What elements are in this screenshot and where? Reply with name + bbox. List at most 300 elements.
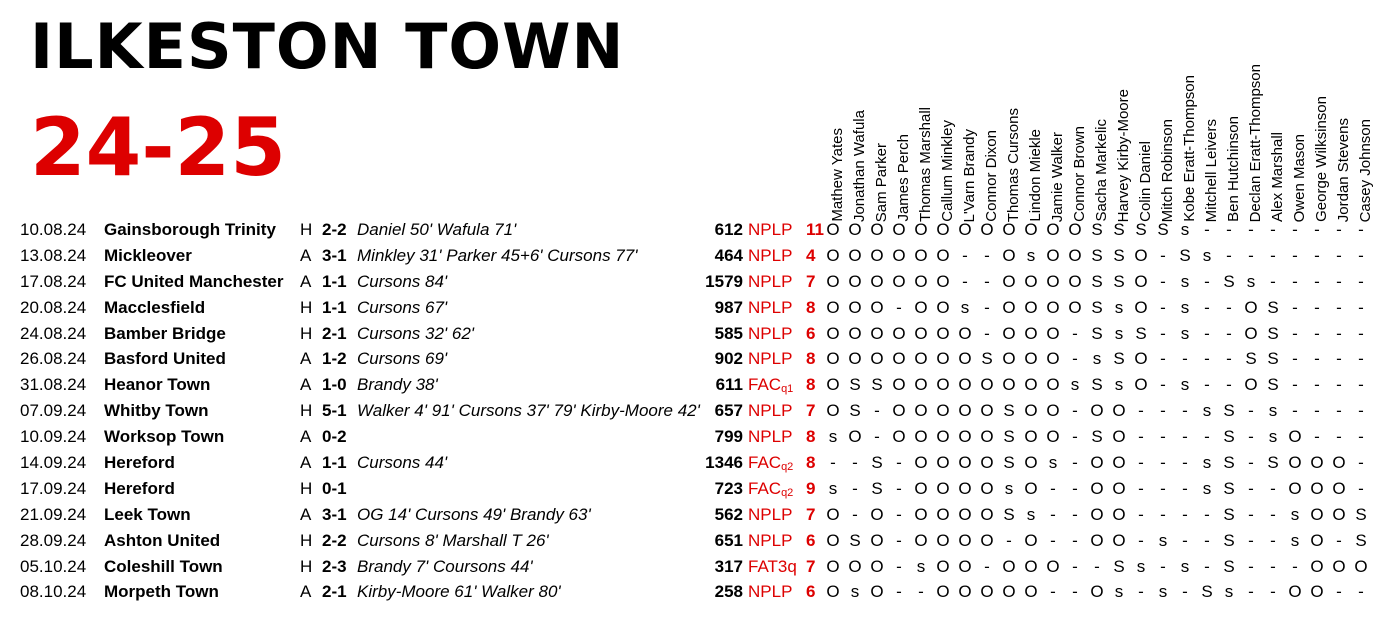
appearance-cell: O (914, 427, 928, 447)
appearance-cell: s (1026, 245, 1036, 265)
appearance-cell: - (1292, 349, 1298, 369)
appearance-cell: O (1134, 375, 1148, 395)
appearance-cell: S (1113, 220, 1125, 239)
appearance-cell: O (914, 401, 928, 421)
appearance-cell: O (936, 504, 950, 524)
club-title: ILKESTON TOWN (30, 10, 625, 83)
player-name: Connor Brown (1071, 126, 1088, 222)
appearance-cell: O (1024, 478, 1038, 498)
goal-scorers: Brandy 7' Coursons 44' (357, 556, 533, 576)
appearance-cell: s (1202, 453, 1212, 473)
appearance-cell: - (1204, 375, 1210, 395)
appearance-cell: O (980, 530, 994, 550)
appearance-cell: O (980, 427, 994, 447)
appearance-cell: - (1270, 582, 1276, 602)
appearance-cell: O (936, 245, 950, 265)
appearance-cell: - (1314, 427, 1320, 447)
appearance-cell: - (896, 504, 902, 524)
competition (748, 476, 793, 502)
appearance-cell: - (1336, 323, 1342, 343)
player-name: Declan Eratt-Thompson (1247, 63, 1264, 222)
league-position: 8 (806, 349, 816, 369)
appearance-cell: s (1114, 582, 1124, 602)
appearance-cell: s (1180, 297, 1190, 317)
match-score: 5-1 (322, 401, 347, 421)
opponent-name: Mickleover (104, 245, 192, 265)
match-date: 28.09.24 (20, 530, 87, 550)
player-name: James Perch (895, 134, 912, 222)
appearance-cell: S (1091, 220, 1103, 239)
appearance-cell: O (914, 478, 928, 498)
appearance-cell: - (1204, 271, 1210, 291)
opponent-name: Whitby Town (104, 401, 209, 421)
appearance-cell: - (1292, 245, 1298, 265)
appearance-cell: O (936, 323, 950, 343)
appearance-cell: - (1072, 556, 1078, 576)
appearance-cell: O (1024, 401, 1038, 421)
match-row (0, 346, 1397, 372)
appearance-cell: O (1046, 323, 1060, 343)
league-position: 7 (806, 401, 816, 421)
appearance-cell: O (1068, 271, 1082, 291)
appearance-cell: - (1226, 297, 1232, 317)
appearance-cell: - (1160, 504, 1166, 524)
match-row (0, 424, 1397, 450)
venue: A (300, 375, 312, 395)
appearance-cell: S (1091, 297, 1103, 317)
goal-scorers: Daniel 50' Wafula 71' (357, 220, 517, 239)
appearance-cell: S (1355, 504, 1367, 524)
appearance-cell: - (1138, 582, 1144, 602)
appearance-cell: O (936, 401, 950, 421)
season-label: 24-25 (30, 101, 286, 194)
appearance-cell: S (1135, 323, 1147, 343)
match-score: 1-1 (322, 271, 347, 291)
appearance-cell: - (1336, 582, 1342, 602)
appearance-cell: - (1270, 556, 1276, 576)
appearance-cell: O (1134, 349, 1148, 369)
player-name-header (1024, 22, 1046, 222)
appearance-cell: O (914, 245, 928, 265)
appearance-cell: S (1267, 297, 1279, 317)
opponent-name: FC United Manchester (104, 271, 284, 291)
appearance-cell: - (1336, 271, 1342, 291)
appearance-cell: - (1072, 427, 1078, 447)
match-row (0, 269, 1397, 295)
match-row (0, 217, 1397, 243)
player-name: Kobe Eratt-Thompson (1181, 75, 1198, 222)
appearance-cell: O (848, 349, 862, 369)
opponent-name: Leek Town (104, 504, 191, 524)
player-name: Jamie Walker (1049, 131, 1066, 222)
appearance-cell: - (1160, 323, 1166, 343)
appearance-cell: O (1134, 297, 1148, 317)
appearance-cell: O (936, 582, 950, 602)
appearance-cell: O (1288, 582, 1302, 602)
appearance-cell: O (870, 530, 884, 550)
appearance-cell: - (1248, 220, 1254, 239)
appearance-cell: s (850, 582, 860, 602)
appearance-cell: s (1246, 271, 1256, 291)
appearance-cell: O (826, 220, 840, 239)
appearance-cell: - (1182, 504, 1188, 524)
match-score: 1-2 (322, 349, 347, 369)
appearance-cell: - (896, 478, 902, 498)
appearance-cell: O (914, 349, 928, 369)
appearance-cell: O (936, 478, 950, 498)
appearance-cell: O (1288, 453, 1302, 473)
appearance-cell: s (1158, 530, 1168, 550)
competition (748, 217, 792, 243)
appearance-cell: - (984, 297, 990, 317)
appearance-cell: O (914, 375, 928, 395)
appearance-cell: - (1072, 453, 1078, 473)
league-position: 7 (806, 504, 816, 524)
venue: H (300, 530, 313, 550)
competition-code: FAT3q (748, 556, 797, 576)
appearance-cell: - (1226, 245, 1232, 265)
appearance-cell: O (1046, 245, 1060, 265)
match-table (0, 217, 1397, 605)
appearance-cell: s (1180, 556, 1190, 576)
match-score: 3-1 (322, 504, 347, 524)
appearance-cell: - (1182, 530, 1188, 550)
appearance-cell: O (1002, 271, 1016, 291)
appearance-cell: s (1180, 220, 1190, 239)
player-name-header (848, 22, 870, 222)
appearance-cell: O (980, 220, 994, 239)
appearance-cell: s (1114, 375, 1124, 395)
match-score: 2-2 (322, 530, 347, 550)
attendance: 1346 (705, 453, 743, 473)
player-name: Casey Johnson (1357, 118, 1374, 222)
goal-scorers: Brandy 38' (357, 375, 438, 395)
player-name: Callum Minkley (939, 120, 956, 222)
competition-code: FAC (748, 453, 782, 473)
competition-code: FAC (748, 478, 782, 498)
appearance-cell: - (1204, 530, 1210, 550)
appearance-cell: O (1112, 453, 1126, 473)
appearance-cell: - (852, 453, 858, 473)
appearance-cell: s (1202, 401, 1212, 421)
appearance-cell: S (1223, 556, 1235, 576)
appearance-cell: - (1050, 530, 1056, 550)
appearance-cell: s (1224, 582, 1234, 602)
attendance: 464 (714, 245, 743, 265)
goal-scorers: Cursons 32' 62' (357, 323, 475, 343)
attendance: 987 (714, 297, 743, 317)
appearance-cell: - (896, 582, 902, 602)
appearance-cell: - (1270, 504, 1276, 524)
appearance-cell: - (896, 453, 902, 473)
match-row (0, 554, 1397, 580)
match-score: 1-1 (322, 297, 347, 317)
player-name-header (1178, 22, 1200, 222)
goal-scorers: Cursons 67' (357, 297, 448, 317)
appearance-cell: O (914, 530, 928, 550)
appearance-cell: - (1292, 220, 1298, 239)
appearance-cell: - (1248, 245, 1254, 265)
appearance-cell: - (896, 530, 902, 550)
league-position: 4 (806, 245, 816, 265)
appearance-cell: - (1358, 245, 1364, 265)
match-score: 1-1 (322, 453, 347, 473)
goal-scorers: Minkley 31' Parker 45+6' Cursons 77' (357, 245, 638, 265)
match-row (0, 243, 1397, 269)
venue: A (300, 427, 312, 447)
appearance-cell: O (848, 297, 862, 317)
appearance-cell: - (874, 401, 880, 421)
appearance-cell: - (1160, 349, 1166, 369)
appearance-cell: - (896, 297, 902, 317)
appearance-cell: O (1046, 297, 1060, 317)
appearance-cell: O (1090, 530, 1104, 550)
player-name: Colin Daniel (1137, 141, 1154, 222)
competition (748, 579, 792, 605)
appearance-cell: - (1226, 349, 1232, 369)
appearance-cell: - (1358, 401, 1364, 421)
competition-code: NPLP (748, 271, 793, 291)
appearance-cell: O (958, 220, 972, 239)
appearance-cell: s (1268, 401, 1278, 421)
appearance-cell: - (1270, 271, 1276, 291)
appearance-cell: - (1358, 453, 1364, 473)
match-row (0, 476, 1397, 502)
appearance-cell: O (936, 271, 950, 291)
player-name-header (1046, 22, 1068, 222)
appearance-cell: O (1024, 323, 1038, 343)
appearance-cell: O (870, 220, 884, 239)
match-date: 31.08.24 (20, 375, 87, 395)
appearance-cell: - (1270, 220, 1276, 239)
appearance-cell: - (1138, 453, 1144, 473)
competition-code: NPLP (748, 349, 793, 369)
appearance-cell: - (1336, 375, 1342, 395)
goal-scorers: Cursons 69' (357, 349, 448, 369)
appearance-cell: - (1358, 323, 1364, 343)
appearance-cell: - (1072, 401, 1078, 421)
appearance-cell: S (1223, 401, 1235, 421)
opponent-name: Gainsborough Trinity (104, 220, 276, 239)
appearance-cell: O (892, 271, 906, 291)
attendance: 258 (714, 582, 743, 602)
appearance-cell: - (1292, 323, 1298, 343)
appearance-cell: O (1002, 220, 1016, 239)
appearance-cell: O (1310, 453, 1324, 473)
appearance-cell: - (1072, 349, 1078, 369)
appearance-cell: S (1091, 271, 1103, 291)
venue: A (300, 349, 312, 369)
attendance: 611 (715, 375, 743, 395)
competition (748, 269, 792, 295)
appearance-cell: S (1003, 504, 1015, 524)
appearance-cell: - (984, 323, 990, 343)
venue: A (300, 271, 312, 291)
venue: H (300, 323, 313, 343)
goal-scorers: Cursons 84' (357, 271, 448, 291)
attendance: 585 (714, 323, 743, 343)
appearance-cell: - (896, 556, 902, 576)
appearance-cell: O (1134, 245, 1148, 265)
appearance-cell: s (1004, 478, 1014, 498)
match-date: 13.08.24 (20, 245, 87, 265)
appearance-cell: S (1223, 478, 1235, 498)
goal-scorers: Walker 4' 91' Cursons 37' 79' Kirby-Moore 42' (357, 401, 700, 421)
player-name-header (1134, 22, 1156, 222)
match-score: 2-3 (322, 556, 347, 576)
match-row (0, 502, 1397, 528)
appearance-cell: - (1160, 245, 1166, 265)
appearance-cell: s (1268, 427, 1278, 447)
appearance-cell: S (1113, 271, 1125, 291)
appearance-cell: - (1072, 582, 1078, 602)
player-name-header (1156, 22, 1178, 222)
appearance-cell: O (1112, 504, 1126, 524)
appearance-cell: - (1160, 478, 1166, 498)
appearance-cell: - (1248, 582, 1254, 602)
venue: A (300, 582, 312, 602)
appearance-cell: O (1288, 478, 1302, 498)
player-name-header (892, 22, 914, 222)
appearance-cell: O (1244, 323, 1258, 343)
match-date: 10.09.24 (20, 427, 87, 447)
competition-code: FAC (748, 375, 782, 395)
player-name: L'Varn Brandy (961, 128, 978, 222)
attendance: 657 (714, 401, 743, 421)
appearance-cell: - (1204, 220, 1210, 239)
appearance-cell: - (1182, 427, 1188, 447)
appearance-cell: S (1157, 220, 1169, 239)
appearance-cell: - (1050, 478, 1056, 498)
attendance: 902 (714, 349, 743, 369)
match-row (0, 295, 1397, 321)
appearance-cell: O (826, 582, 840, 602)
appearance-cell: O (1244, 297, 1258, 317)
appearance-cell: - (1226, 323, 1232, 343)
appearance-cell: s (1202, 245, 1212, 265)
competition-round: q1 (781, 383, 794, 396)
appearance-cell: - (1006, 530, 1012, 550)
appearance-cell: O (1310, 582, 1324, 602)
appearance-cell: s (1048, 453, 1058, 473)
appearance-cell: O (1046, 271, 1060, 291)
match-score: 2-2 (322, 220, 347, 239)
competition-code: NPLP (748, 245, 793, 265)
player-name-header (1354, 22, 1376, 222)
appearance-cell: S (1201, 582, 1213, 602)
appearance-cell: O (1090, 478, 1104, 498)
league-position: 8 (806, 427, 816, 447)
appearance-cell: - (984, 245, 990, 265)
player-name: Alex Marshall (1269, 131, 1286, 222)
appearance-cell: O (980, 504, 994, 524)
appearance-cell: O (958, 478, 972, 498)
appearance-cell: S (1223, 453, 1235, 473)
appearance-cell: - (1336, 401, 1342, 421)
competition (748, 295, 792, 321)
venue: A (300, 453, 312, 473)
player-name: Ben Hutchinson (1225, 116, 1242, 222)
appearance-cell: O (1332, 556, 1346, 576)
appearance-cell: O (1112, 401, 1126, 421)
appearance-cell: O (1090, 401, 1104, 421)
goal-scorers: Kirby-Moore 61' Walker 80' (357, 582, 561, 602)
appearance-cell: O (1288, 427, 1302, 447)
appearance-cell: O (870, 582, 884, 602)
appearance-cell: O (1002, 582, 1016, 602)
appearance-cell: O (936, 530, 950, 550)
appearance-cell: O (1024, 271, 1038, 291)
appearance-cell: - (1248, 530, 1254, 550)
appearance-cell: - (1358, 375, 1364, 395)
opponent-name: Hereford (104, 453, 175, 473)
league-position: 6 (806, 530, 816, 550)
appearance-cell: S (1003, 453, 1015, 473)
appearance-cell: O (936, 453, 950, 473)
competition (748, 528, 792, 554)
match-date: 24.08.24 (20, 323, 87, 343)
appearance-cell: - (1138, 427, 1144, 447)
appearance-cell: O (870, 271, 884, 291)
appearance-cell: s (828, 478, 838, 498)
appearance-cell: O (914, 504, 928, 524)
player-name-header (1068, 22, 1090, 222)
match-row (0, 398, 1397, 424)
opponent-name: Morpeth Town (104, 582, 219, 602)
appearance-cell: O (892, 427, 906, 447)
match-score: 1-0 (322, 375, 347, 395)
appearance-cell: s (1114, 297, 1124, 317)
venue: H (300, 297, 313, 317)
league-position: 8 (806, 297, 816, 317)
appearance-cell: O (848, 271, 862, 291)
player-name: Thomas Marshall (917, 106, 934, 222)
player-name-header (1002, 22, 1024, 222)
opponent-name: Macclesfield (104, 297, 206, 317)
appearance-cell: O (892, 323, 906, 343)
venue: H (300, 556, 313, 576)
appearance-cell: O (1068, 220, 1082, 239)
appearance-cell: - (1248, 401, 1254, 421)
appearance-cell: O (848, 245, 862, 265)
appearance-cell: O (980, 375, 994, 395)
appearance-cell: O (914, 220, 928, 239)
match-date: 20.08.24 (20, 297, 87, 317)
appearance-cell: O (1002, 245, 1016, 265)
appearance-cell: s (1202, 478, 1212, 498)
appearance-cell: - (1358, 582, 1364, 602)
match-date: 08.10.24 (20, 582, 87, 602)
appearance-cell: - (1314, 349, 1320, 369)
appearance-cell: S (1223, 530, 1235, 550)
appearance-cell: - (1204, 556, 1210, 576)
appearance-cell: s (1092, 349, 1102, 369)
appearance-cell: s (1180, 323, 1190, 343)
appearance-cell: O (958, 349, 972, 369)
appearance-cell: O (1310, 530, 1324, 550)
match-date: 07.09.24 (20, 401, 87, 421)
competition-code: NPLP (748, 297, 793, 317)
player-name: Jordan Stevens (1335, 117, 1352, 222)
appearance-cell: O (1024, 349, 1038, 369)
player-name: Thomas Cursons (1005, 107, 1022, 222)
competition (748, 243, 792, 269)
appearance-cell: - (1182, 582, 1188, 602)
appearance-cell: - (1160, 401, 1166, 421)
appearance-cell: S (1113, 245, 1125, 265)
appearance-cell: O (936, 220, 950, 239)
appearance-cell: O (936, 427, 950, 447)
